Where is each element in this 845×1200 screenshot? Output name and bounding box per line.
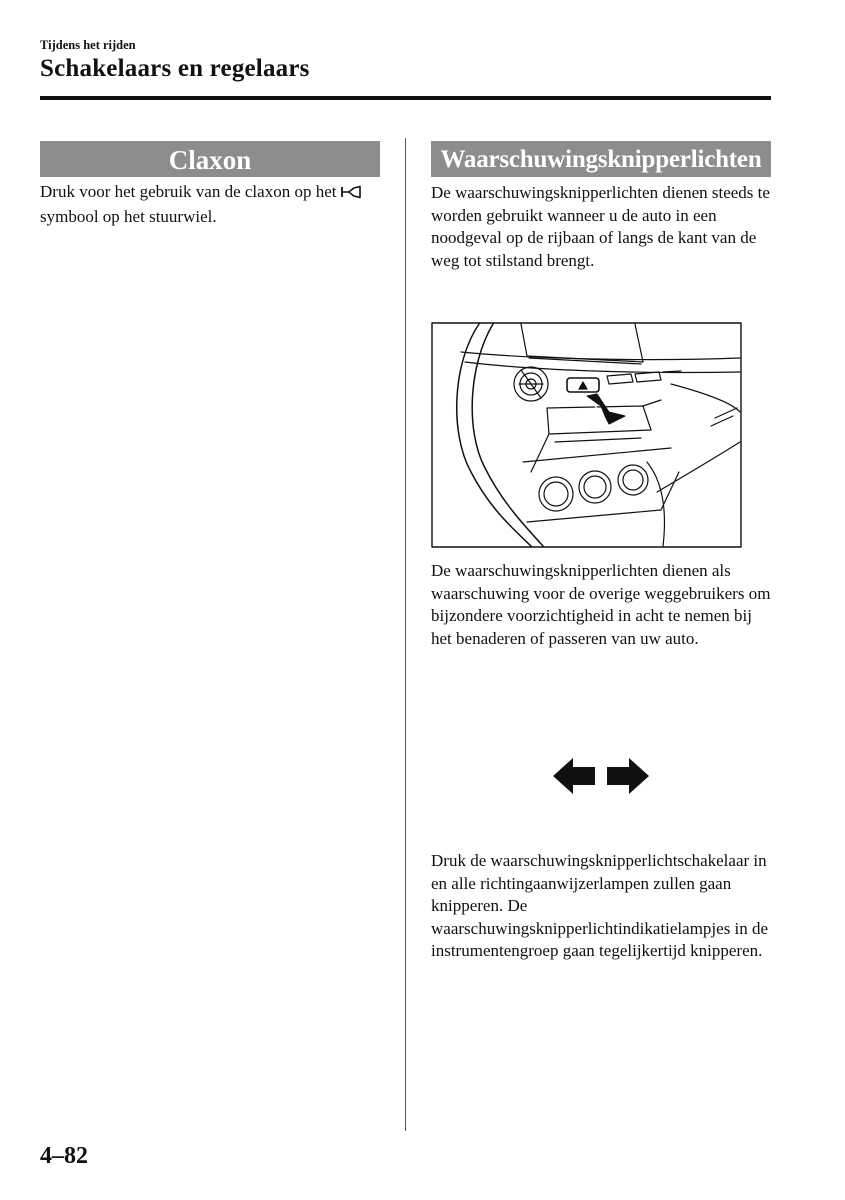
hazard-section-header: Waarschuwingsknipperlichten bbox=[431, 141, 771, 177]
breadcrumb: Tijdens het rijden bbox=[40, 38, 136, 52]
claxon-paragraph bbox=[40, 181, 385, 228]
hazard-paragraph-3: Druk de waarschuwingsknipperlichtschakelaar in en alle richtingaanwijzerlampen zullen gaan knipperen. De waarschuwingsknipperlichtindikatielampjes in de instrumentengroep gaan tegelijkertijd knipperen. bbox=[431, 851, 769, 961]
claxon-text-before-icon: Druk voor het gebruik van de claxon op het bbox=[40, 182, 337, 201]
title-rule bbox=[40, 96, 771, 100]
turn-signal-arrows-icon bbox=[551, 756, 651, 796]
dashboard-hazard-switch-illustration bbox=[431, 322, 743, 548]
horn-icon bbox=[340, 183, 362, 206]
hazard-paragraph-2: De waarschuwingsknipperlichten dienen als waarschuwing voor de overige weggebruikers om bijzondere voorzichtigheid in acht te nemen bij het benaderen of passeren van uw auto. bbox=[431, 561, 771, 648]
page-title: Schakelaars en regelaars bbox=[40, 55, 310, 82]
page-number: 4–82 bbox=[40, 1143, 88, 1169]
hazard-paragraph-1: De waarschuwingsknipperlichten dienen steeds te worden gebruikt wanneer u de auto in een noodgeval op de rijbaan of langs de kant van de weg tot stilstand brengt. bbox=[431, 183, 770, 270]
column-divider bbox=[405, 138, 406, 1131]
claxon-text-after-icon: symbool op het stuurwiel. bbox=[40, 206, 217, 226]
claxon-section-header: Claxon bbox=[40, 141, 380, 177]
